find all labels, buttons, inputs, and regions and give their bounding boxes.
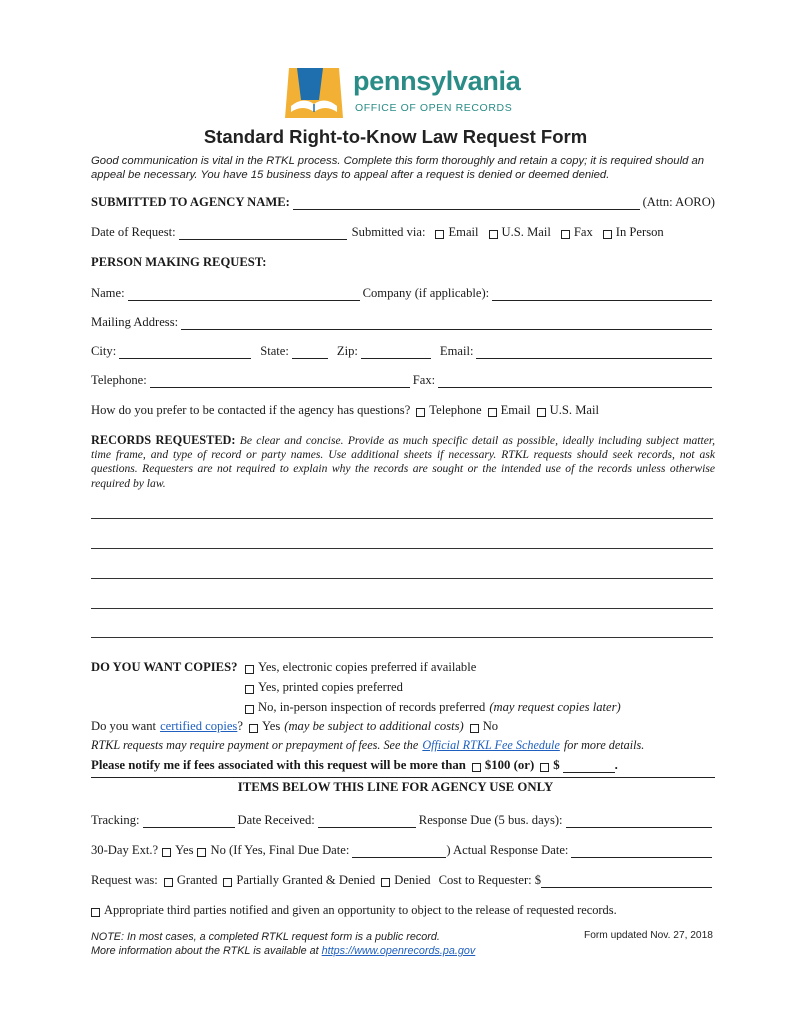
attn-label: (Attn: AORO) <box>642 195 715 209</box>
zip-label: Zip: <box>336 344 358 358</box>
copies-electronic-checkbox[interactable] <box>245 665 254 674</box>
date-received-field[interactable] <box>318 815 416 828</box>
via-fax-label: Fax <box>573 225 593 239</box>
copies-inspection-label: No, in-person inspection of records preferred <box>258 700 486 714</box>
records-instructions: Be clear and concise. Provide as much specific detail as possible, ideally including subject matter, time frame, and type of record or party names. Use additional sheets if necessary. RTKL requests should seek records, not ask questions. Requesters are not required to explain why the records are sought or the intended use of the records unless otherwise required by law. <box>91 434 715 490</box>
partial-label: Partially Granted & Denied <box>236 873 376 887</box>
records-line-5[interactable] <box>91 637 713 638</box>
date-field[interactable] <box>179 227 347 240</box>
fee-post: for more details. <box>563 738 645 752</box>
intro-text: Good communication is vital in the RTKL process. Complete this form thoroughly and retain a copy; it is required should an appeal be necessary. You have 15 business days to appeal after a request is denied or deemed denied. <box>91 155 705 181</box>
denied-label: Denied <box>394 873 431 887</box>
form-title: Standard Right-to-Know Law Request Form <box>203 126 588 147</box>
certified-no-label: No <box>482 719 499 733</box>
copies-electronic-label: Yes, electronic copies preferred if available <box>258 660 477 674</box>
person-heading: PERSON MAKING REQUEST: <box>91 255 267 269</box>
granted-label: Granted <box>176 873 218 887</box>
notify-row: Please notify me if fees associated with this request will be more than $100 (or) $ . <box>91 758 618 772</box>
submitted-via-label: Submitted via: <box>351 225 426 239</box>
records-heading: RECORDS REQUESTED: <box>91 433 236 447</box>
state-field[interactable] <box>292 346 328 359</box>
copies-row-1 <box>91 657 715 675</box>
cost-label: Cost to Requester: $ <box>438 873 542 887</box>
notify-100-label: $100 (or) <box>484 758 535 772</box>
name-label: Name: <box>91 286 125 300</box>
open-records-link[interactable]: https://www.openrecords.pa.gov <box>321 945 476 957</box>
contact-telephone-label: Telephone <box>429 403 482 417</box>
notify-dollar-label: $ <box>553 758 560 772</box>
pa-logo <box>283 66 533 122</box>
records-line-3[interactable] <box>91 578 713 579</box>
notify-pre: Please notify me if fees associated with this request will be more than <box>91 758 466 772</box>
certified-no-checkbox[interactable] <box>470 724 479 733</box>
fax-field[interactable] <box>438 375 712 388</box>
final-due-field[interactable] <box>352 845 446 858</box>
notify-100-checkbox[interactable] <box>472 763 481 772</box>
partial-checkbox[interactable] <box>223 878 232 887</box>
company-field[interactable] <box>492 288 712 301</box>
city-label: City: <box>91 344 117 358</box>
third-parties-checkbox[interactable] <box>91 908 100 917</box>
date-row <box>91 222 715 240</box>
agency-label: SUBMITTED TO AGENCY NAME: <box>91 195 290 209</box>
agency-name-row <box>91 192 715 210</box>
via-fax-checkbox[interactable] <box>561 230 570 239</box>
date-label: Date of Request: <box>91 225 176 239</box>
via-in-person-checkbox[interactable] <box>603 230 612 239</box>
response-due-field[interactable] <box>566 815 712 828</box>
notify-amount-field[interactable] <box>563 760 615 773</box>
contact-mail-label: U.S. Mail <box>549 403 599 417</box>
telephone-field[interactable] <box>150 375 410 388</box>
name-field[interactable] <box>128 288 360 301</box>
copies-printed-checkbox[interactable] <box>245 685 254 694</box>
ext-yes-label: Yes <box>175 843 194 857</box>
telephone-row <box>91 370 715 388</box>
brand-subtitle: OFFICE OF OPEN RECORDS <box>355 102 513 114</box>
via-in-person-label: In Person <box>615 225 664 239</box>
agency-name-field[interactable] <box>293 197 640 210</box>
copies-inspection-checkbox[interactable] <box>245 705 254 714</box>
address-row <box>91 312 715 330</box>
agency-use-divider <box>91 777 715 778</box>
zip-field[interactable] <box>361 346 431 359</box>
fee-row <box>91 735 715 753</box>
footer-updated: Form updated Nov. 27, 2018 <box>584 930 713 941</box>
contact-question: How do you prefer to be contacted if the agency has questions? <box>91 403 411 417</box>
copies-printed-label: Yes, printed copies preferred <box>258 680 403 694</box>
address-label: Mailing Address: <box>91 315 179 329</box>
denied-checkbox[interactable] <box>381 878 390 887</box>
notify-custom-checkbox[interactable] <box>540 763 549 772</box>
via-mail-label: U.S. Mail <box>501 225 551 239</box>
ext-label: 30-Day Ext.? <box>91 843 159 857</box>
contact-mail-checkbox[interactable] <box>537 408 546 417</box>
tracking-label: Tracking: <box>91 813 140 827</box>
extension-row <box>91 840 715 858</box>
response-due-label: Response Due (5 bus. days): <box>418 813 563 827</box>
copies-row-2 <box>91 677 715 695</box>
contact-email-checkbox[interactable] <box>488 408 497 417</box>
certified-row <box>91 716 715 734</box>
tracking-field[interactable] <box>143 815 235 828</box>
keystone-book-icon <box>283 66 345 120</box>
ext-yes-checkbox[interactable] <box>162 848 171 857</box>
cost-field[interactable] <box>541 875 712 888</box>
third-parties-row <box>91 900 715 918</box>
records-requested-block <box>91 433 715 491</box>
via-email-label: Email <box>448 225 479 239</box>
agency-use-heading: ITEMS BELOW THIS LINE FOR AGENCY USE ONLY <box>237 780 554 794</box>
copies-inspection-note: (may request copies later) <box>489 700 621 714</box>
email-label: Email: <box>439 344 474 358</box>
via-mail-checkbox[interactable] <box>489 230 498 239</box>
name-row <box>91 283 715 301</box>
company-label: Company (if applicable): <box>362 286 490 300</box>
records-line-4[interactable] <box>91 608 713 609</box>
tracking-row <box>91 810 715 828</box>
certified-copies-link[interactable]: certified copies <box>160 719 238 733</box>
ext-no-label: No (If Yes, Final Due Date: <box>210 843 350 857</box>
contact-row <box>91 400 715 418</box>
email-field[interactable] <box>476 346 712 359</box>
actual-response-label: ) Actual Response Date: <box>446 843 569 857</box>
state-label: State: <box>260 344 289 358</box>
request-status-row <box>91 870 715 888</box>
contact-email-label: Email <box>500 403 531 417</box>
records-line-2[interactable] <box>91 548 713 549</box>
records-line-1[interactable] <box>91 518 713 519</box>
fee-pre: RTKL requests may require payment or prepayment of fees. See the <box>91 738 419 752</box>
certified-yes-note: (may be subject to additional costs) <box>284 719 464 733</box>
certified-pre: Do you want <box>91 719 157 733</box>
actual-response-field[interactable] <box>571 845 712 858</box>
footer-more-info-text: More information about the RTKL is available at <box>91 945 319 957</box>
certified-yes-label: Yes <box>261 719 281 733</box>
fee-schedule-link[interactable]: Official RTKL Fee Schedule <box>422 738 560 752</box>
footer-note: NOTE: In most cases, a completed RTKL request form is a public record. <box>91 931 440 943</box>
ext-no-checkbox[interactable] <box>197 848 206 857</box>
footer-more-info <box>91 945 475 957</box>
telephone-label: Telephone: <box>91 373 147 387</box>
fax-label: Fax: <box>412 373 436 387</box>
granted-checkbox[interactable] <box>164 878 173 887</box>
copies-row-3 <box>91 697 715 715</box>
date-received-label: Date Received: <box>237 813 315 827</box>
contact-telephone-checkbox[interactable] <box>416 408 425 417</box>
via-email-checkbox[interactable] <box>435 230 444 239</box>
certified-yes-checkbox[interactable] <box>249 724 258 733</box>
city-row <box>91 341 715 359</box>
third-parties-label: Appropriate third parties notified and given an opportunity to object to the release of requested records. <box>104 903 617 917</box>
certified-q: ? <box>237 719 243 733</box>
city-field[interactable] <box>119 346 251 359</box>
request-was-label: Request was: <box>91 873 158 887</box>
address-field[interactable] <box>181 317 712 330</box>
brand-name: pennsylvania <box>353 66 521 96</box>
copies-question: DO YOU WANT COPIES? <box>91 660 238 674</box>
